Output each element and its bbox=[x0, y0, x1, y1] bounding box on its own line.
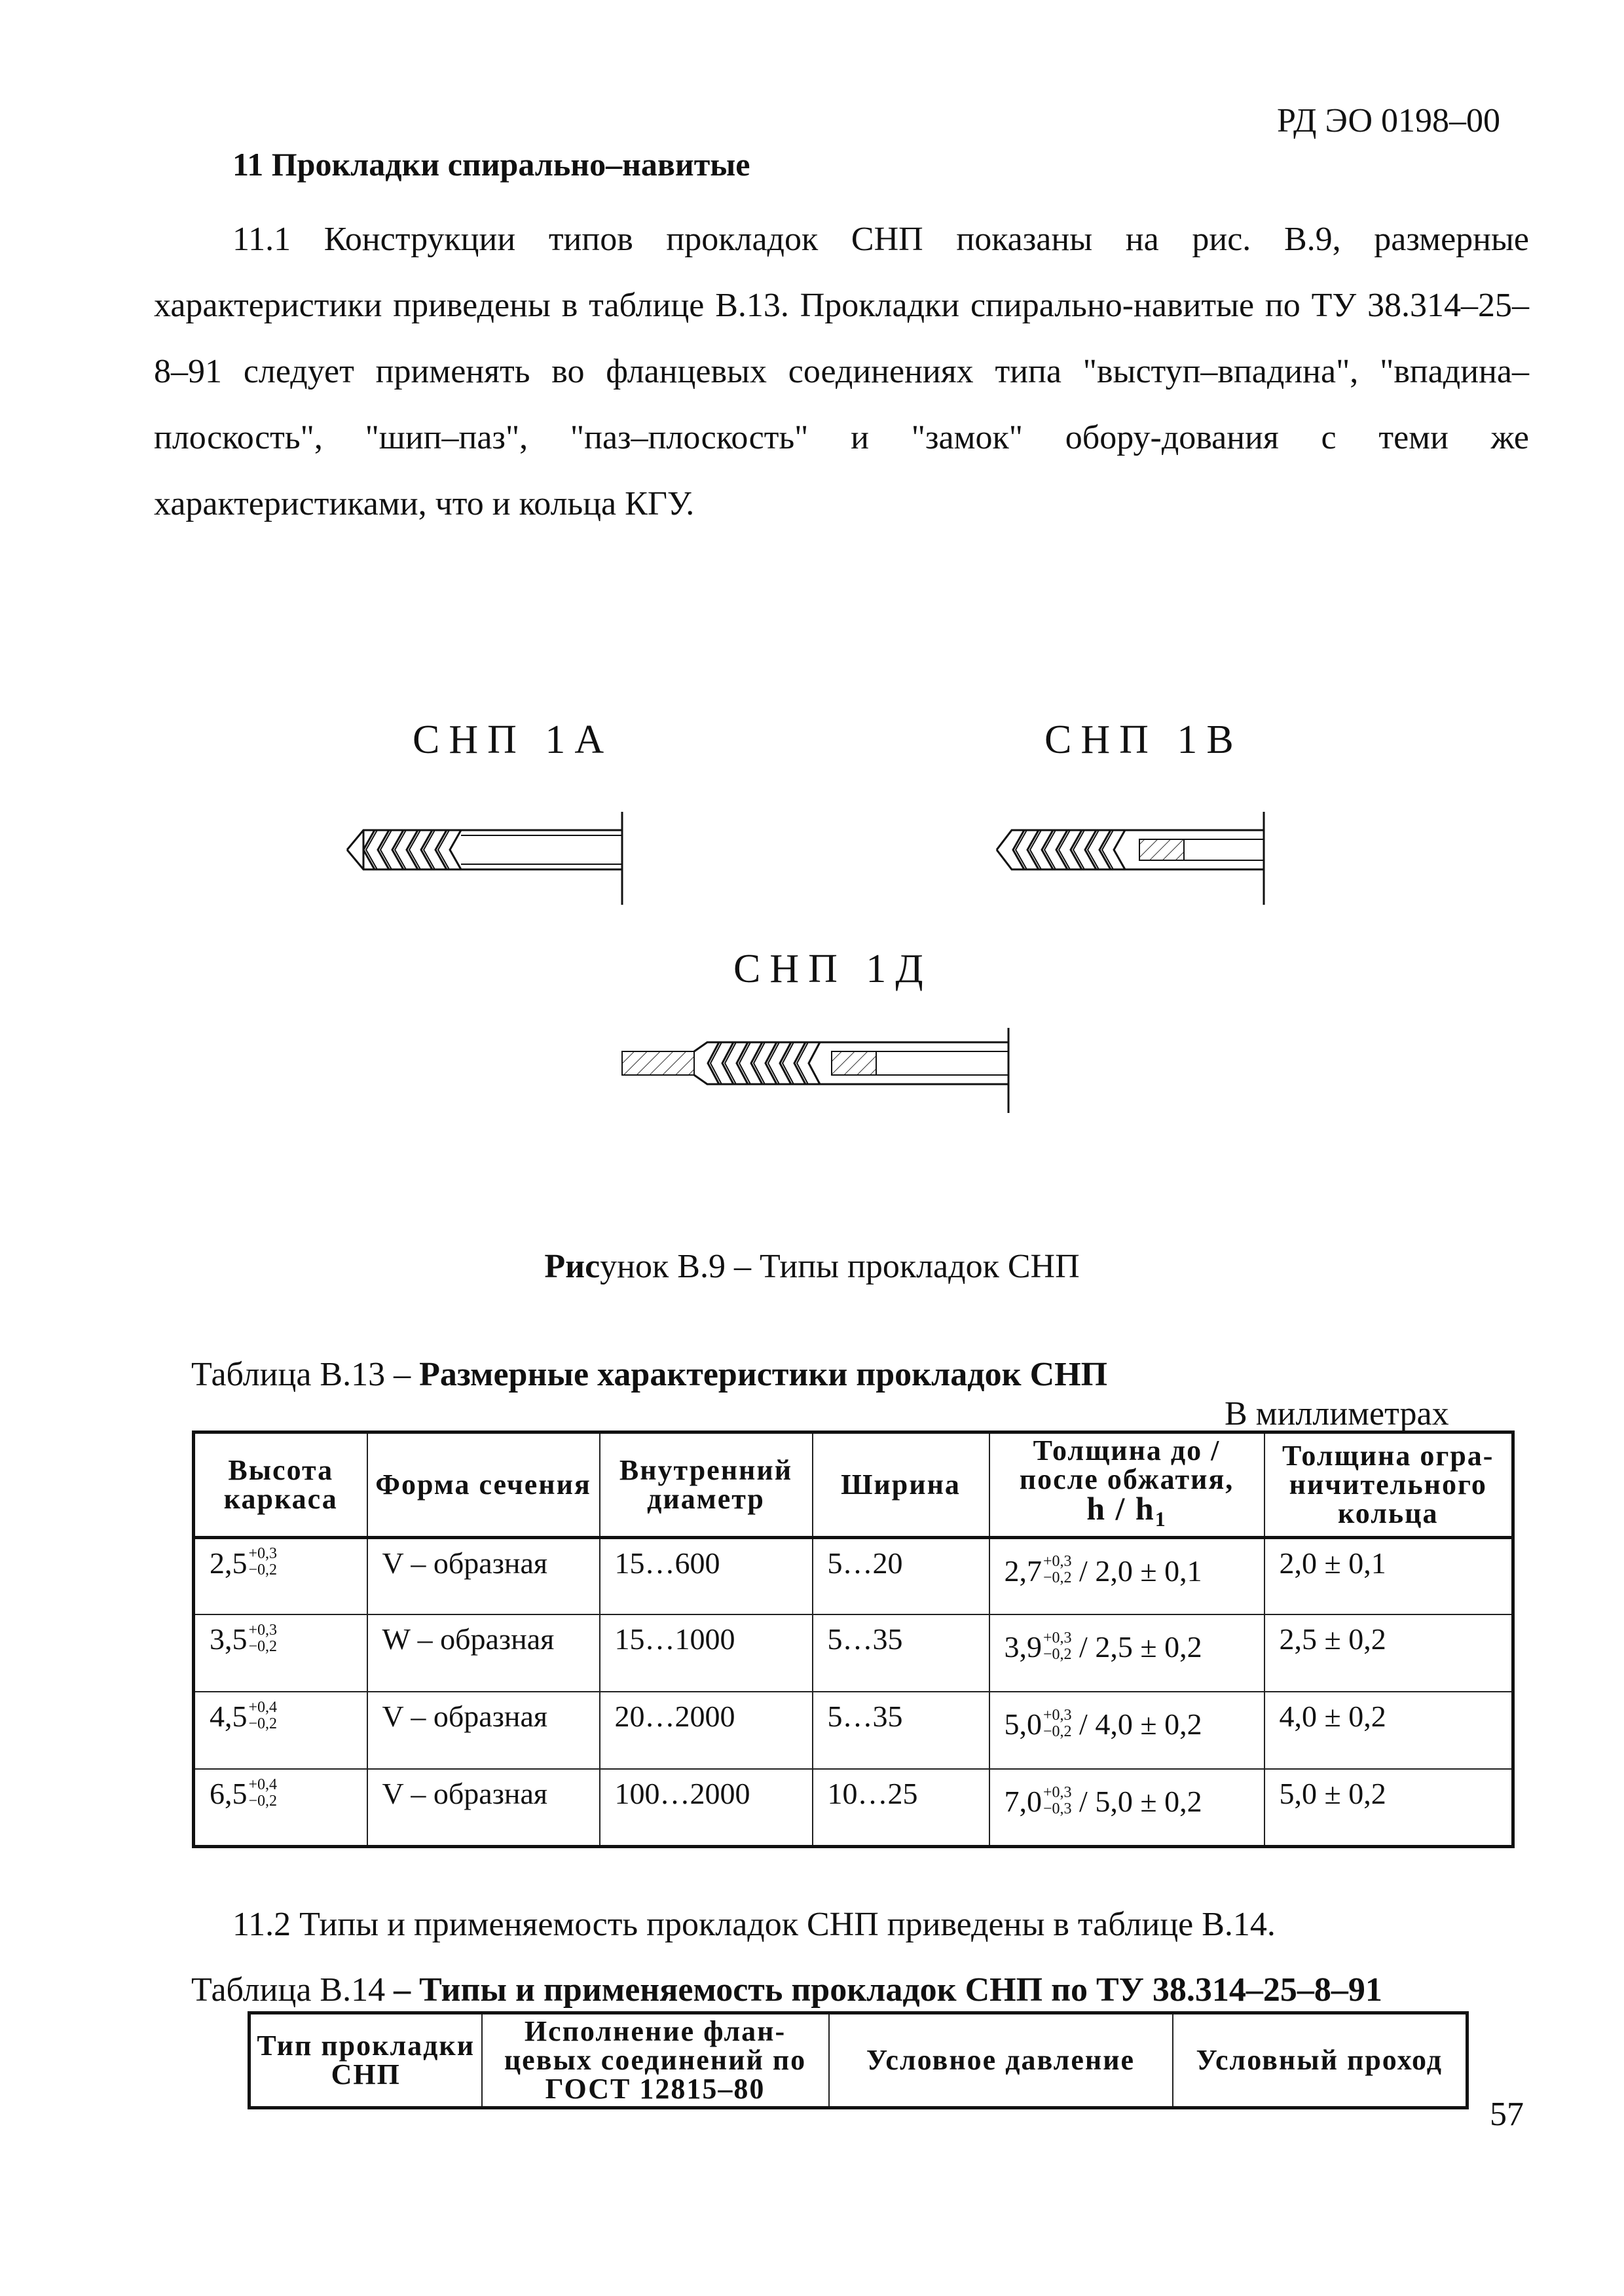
table-b14-title-bold: – Типы и применяемость прокладок СНП по ТУ 38.314–25–8–91 bbox=[394, 1971, 1382, 2009]
col-thickness-text: Толщина до / после обжатия, bbox=[1019, 1434, 1234, 1495]
cell-shape: V – образная bbox=[367, 1537, 600, 1614]
figure-caption-bold: Рис bbox=[544, 1248, 600, 1285]
cell-shape: V – образная bbox=[367, 1769, 600, 1846]
figure-label-snp-1a: СНП 1А bbox=[413, 718, 614, 762]
table-b13-title-prefix: Таблица В.13 – bbox=[191, 1356, 420, 1393]
col-inner-diameter: Внутренний диаметр bbox=[600, 1432, 813, 1538]
col-thickness-sub: 1 bbox=[1154, 1506, 1167, 1531]
paragraph-11-1-text: 11.1 Конструкции типов прокладок СНП показаны на рис. В.9, размерные характеристики приведены в таблице В.13. Прокладки спирально-навитые по ТУ 38.314–25–8–91 следует применять во фланцевых соединениях типа "выступ–впадина", "впадина–плоскость", "шип–паз", "паз–плоскость" и "замок" обору-дования с теми же характеристиками, что и кольца КГУ. bbox=[154, 221, 1529, 522]
table-b13-title bbox=[191, 1355, 1107, 1394]
table-b13-header-row bbox=[194, 1432, 1513, 1538]
cell-height: 2,5 +0,3 −0,2 bbox=[194, 1537, 367, 1614]
paragraph-11-2: 11.2 Типы и применяемость прокладок СНП приведены в таблице В.14. bbox=[232, 1906, 1276, 1943]
figure-label-snp-1v: СНП 1В bbox=[1044, 718, 1243, 762]
table-row bbox=[194, 1769, 1513, 1846]
cell-diameter: 20…2000 bbox=[600, 1692, 813, 1769]
table-b14 bbox=[248, 2011, 1469, 2109]
cell-thickness: 2,7 +0,3 −0,2 / 2,0 ± 0,1 bbox=[989, 1537, 1264, 1614]
cell-ring: 5,0 ± 0,2 bbox=[1264, 1769, 1513, 1846]
col-frame-height: Высота каркаса bbox=[194, 1432, 367, 1538]
col-thickness bbox=[989, 1432, 1264, 1538]
cell-thickness: 7,0 +0,3 −0,3 / 5,0 ± 0,2 bbox=[989, 1769, 1264, 1846]
page-number: 57 bbox=[1490, 2096, 1524, 2133]
col-nominal-pressure: Условное давление bbox=[829, 2013, 1173, 2108]
col-limit-ring: Толщина огра-ничительного кольца bbox=[1264, 1432, 1513, 1538]
cell-width: 5…35 bbox=[813, 1692, 989, 1769]
cell-thickness: 5,0 +0,3 −0,2 / 4,0 ± 0,2 bbox=[989, 1692, 1264, 1769]
cell-shape: W – образная bbox=[367, 1614, 600, 1692]
col-section-shape: Форма сечения bbox=[367, 1432, 600, 1538]
cell-height: 3,5 +0,3 −0,2 bbox=[194, 1614, 367, 1692]
table-b14-header-row bbox=[249, 2013, 1467, 2108]
gasket-snp-1v-drawing bbox=[997, 812, 1264, 905]
cell-shape: V – образная bbox=[367, 1692, 600, 1769]
cell-ring: 2,5 ± 0,2 bbox=[1264, 1614, 1513, 1692]
table-b14-title bbox=[191, 1971, 1382, 2009]
col-flange-design: Исполнение флан-цевых соединений по ГОСТ 12815–80 bbox=[482, 2013, 829, 2108]
cell-height: 4,5 +0,4 −0,2 bbox=[194, 1692, 367, 1769]
col-gasket-type: Тип прокладки СНП bbox=[249, 2013, 482, 2108]
gasket-snp-1a-drawing bbox=[347, 812, 622, 905]
cell-height: 6,5 +0,4 −0,2 bbox=[194, 1769, 367, 1846]
table-b13-units: В миллиметрах bbox=[1225, 1395, 1449, 1432]
document-code: РД ЭО 0198–00 bbox=[1277, 102, 1500, 139]
cell-diameter: 100…2000 bbox=[600, 1769, 813, 1846]
cell-width: 5…35 bbox=[813, 1614, 989, 1692]
table-row bbox=[194, 1614, 1513, 1692]
table-row bbox=[194, 1692, 1513, 1769]
cell-ring: 4,0 ± 0,2 bbox=[1264, 1692, 1513, 1769]
section-title: 11 Прокладки спирально–навитые bbox=[232, 146, 750, 183]
cell-width: 10…25 bbox=[813, 1769, 989, 1846]
cell-ring: 2,0 ± 0,1 bbox=[1264, 1537, 1513, 1614]
col-width: Ширина bbox=[813, 1432, 989, 1538]
col-nominal-bore: Условный проход bbox=[1173, 2013, 1467, 2108]
cell-diameter: 15…600 bbox=[600, 1537, 813, 1614]
figure-caption bbox=[0, 1247, 1624, 1286]
figure-caption-text: унок В.9 – Типы прокладок СНП bbox=[600, 1248, 1080, 1285]
table-b13-title-bold: Размерные характеристики прокладок СНП bbox=[419, 1356, 1108, 1393]
table-b13 bbox=[192, 1430, 1515, 1848]
cell-width: 5…20 bbox=[813, 1537, 989, 1614]
table-row bbox=[194, 1537, 1513, 1614]
gasket-snp-1d-drawing bbox=[622, 1028, 1008, 1113]
cell-diameter: 15…1000 bbox=[600, 1614, 813, 1692]
col-thickness-symbol: h / h bbox=[1086, 1490, 1155, 1527]
table-b14-title-prefix: Таблица В.14 bbox=[191, 1971, 394, 2009]
cell-thickness: 3,9 +0,3 −0,2 / 2,5 ± 0,2 bbox=[989, 1614, 1264, 1692]
figure-label-snp-1d: СНП 1Д bbox=[733, 947, 932, 991]
